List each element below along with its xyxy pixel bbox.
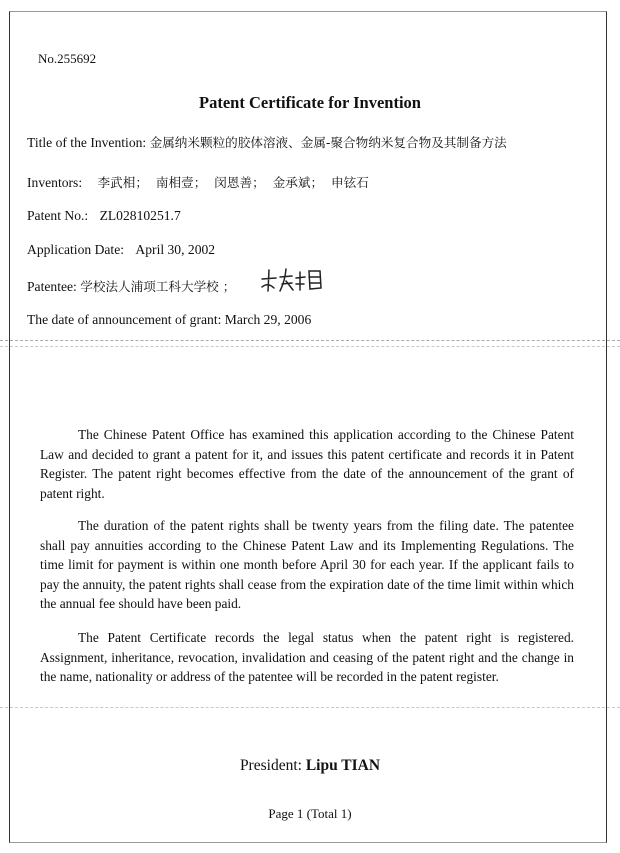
president-line <box>0 757 620 775</box>
patentee-value: 学校法人浦项工科大学校 ； <box>80 279 236 294</box>
divider-dashed <box>0 707 620 708</box>
application-date-field <box>27 242 215 258</box>
paragraph-legal-status: The Patent Certificate records the legal status when the patent right is registered. Assignment, inheritance, revocation, invalidation and ceasing of the patent right and the change in the name, nationality or address of the patentee will be recorded in the patent register. <box>40 630 574 684</box>
paragraph-duration: The duration of the patent rights shall be twenty years from the filing date. The patentee shall pay annuities according to the Chinese Patent Law and its Implementing Regulations. The time limit for payment is within one month before April 30 for each year. If the applicant fails to pay the annuity, the patent rights shall cease from the expiration date of the time limit within which the annual fee should have been paid. <box>40 518 574 611</box>
grant-date-field <box>27 312 311 328</box>
certificate-title: Patent Certificate for Invention <box>199 93 421 112</box>
invention-title-field <box>27 132 507 151</box>
invention-title-value: 金属纳米颗粒的胶体溶液、金属-聚合物纳米复合物及其制备方法 <box>149 135 507 150</box>
inventors-label: Inventors: <box>27 175 83 190</box>
invention-title-label: Title of the Invention: <box>27 135 147 150</box>
inventors-field <box>27 172 369 191</box>
patent-number-field <box>27 208 181 224</box>
president-label: President: <box>239 757 302 774</box>
president-name: Lipu TIAN <box>305 757 381 774</box>
patentee-label: Patentee: <box>27 279 77 294</box>
grant-date-label: The date of announcement of grant: <box>27 312 222 327</box>
application-date-value: April 30, 2002 <box>135 242 216 257</box>
grant-date-value: March 29, 2006 <box>224 312 312 327</box>
inventors-value: 李武相； 南相壹； 闵恩善； 金承斌； 申铉石 <box>97 175 369 190</box>
patent-number-label: Patent No.: <box>27 208 89 223</box>
application-date-label: Application Date: <box>27 242 125 257</box>
page-indicator: Page 1 (Total 1) <box>268 806 352 821</box>
patentee-field <box>27 276 235 295</box>
patent-number-value: ZL02810251.7 <box>99 208 181 223</box>
divider-dashed <box>0 346 620 347</box>
certificate-number: No.255692 <box>38 51 97 66</box>
paragraph-examination: The Chinese Patent Office has examined this application according to the Chinese Patent Law and decided to grant a patent for it, and issues this patent certificate and records it in Patent Register. The patent right becomes effective from the date of the announcement of the grant of patent right. <box>40 427 574 501</box>
divider-dashed <box>0 340 620 341</box>
handwritten-signature <box>258 265 338 293</box>
